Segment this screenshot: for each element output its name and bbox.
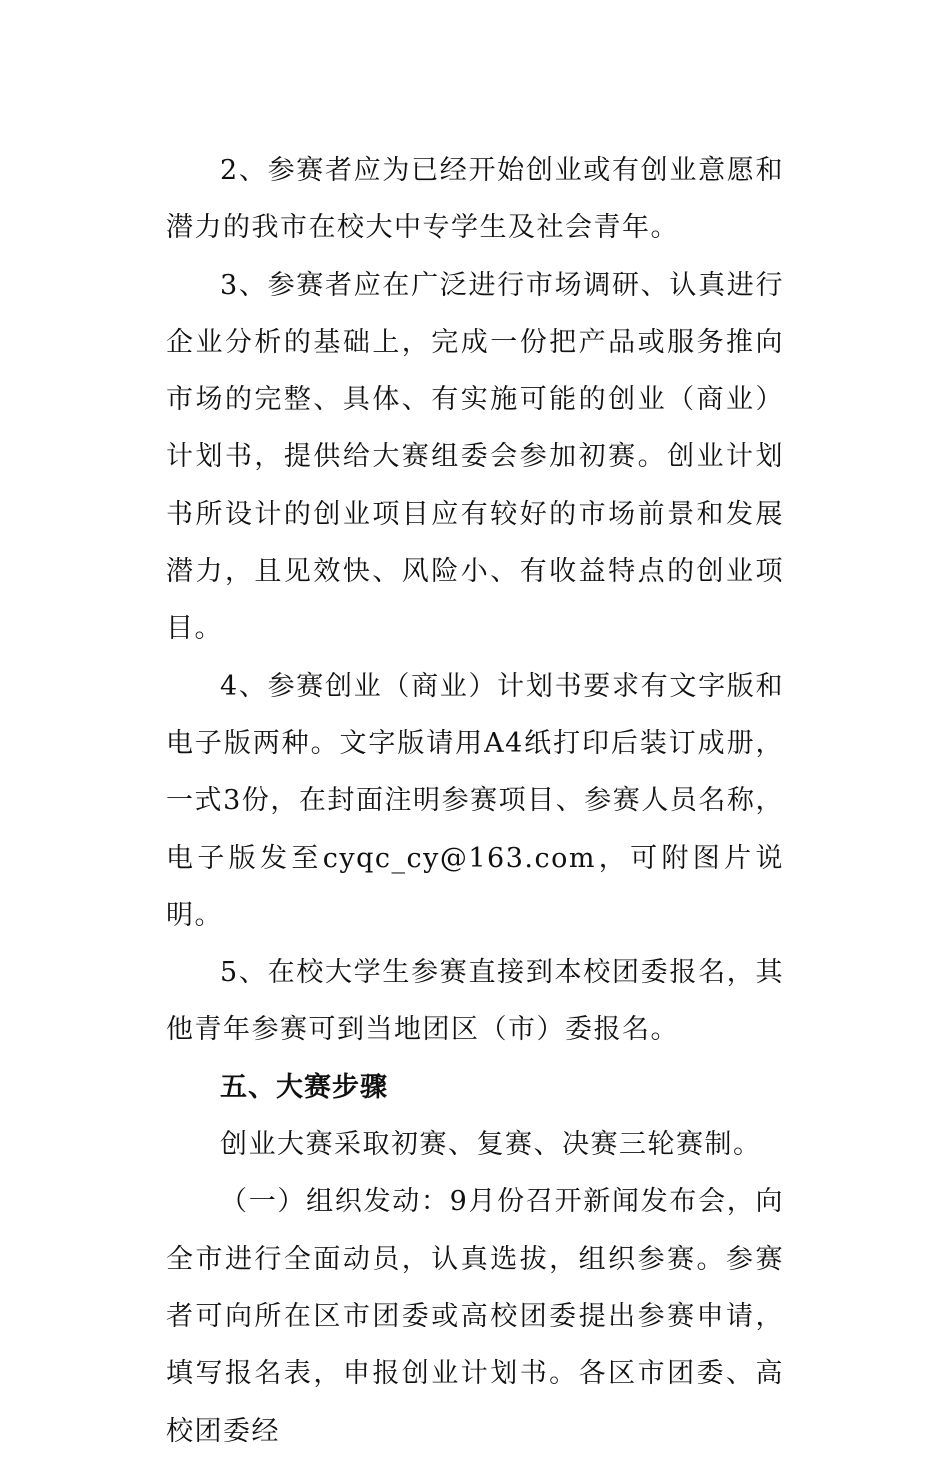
section-heading: 五、大赛步骤 [220,1071,388,1103]
document-body [166,142,784,1460]
paragraph-competition-format: 创业大赛采取初赛、复赛、决赛三轮赛制。 [220,1129,762,1161]
paragraph-business-plan: 3、参赛者应在广泛进行市场调研、认真进行企业分析的基础上，完成一份把产品或服务推向市场的完整、具体、有实施可能的创业（商业）计划书，提供给大赛组委会参加初赛。创业计划书所设计的创业项目应有较好的市场前景和发展潜力，且见效快、风险小、有收益特点的创业项目。 [166,269,784,645]
paragraph-organization: （一）组织发动：9月份召开新闻发布会，向全市进行全面动员，认真选拔，组织参赛。参赛者可向所在区市团委或高校团委提出参赛申请，填写报名表，申报创业计划书。各区市团委、高校团委经 [166,1186,784,1447]
paragraph-eligibility: 2、参赛者应为已经开始创业或有创业意愿和潜力的我市在校大中专学生及社会青年。 [166,155,784,244]
paragraph-submission-format: 4、参赛创业（商业）计划书要求有文字版和电子版两种。文字版请用A4纸打印后装订成册，一式3份，在封面注明参赛项目、参赛人员名称，电子版发至cyqc_cy@163.com，可附图片说明。 [166,670,784,931]
paragraph-registration: 5、在校大学生参赛直接到本校团委报名，其他青年参赛可到当地团区（市）委报名。 [166,957,784,1046]
